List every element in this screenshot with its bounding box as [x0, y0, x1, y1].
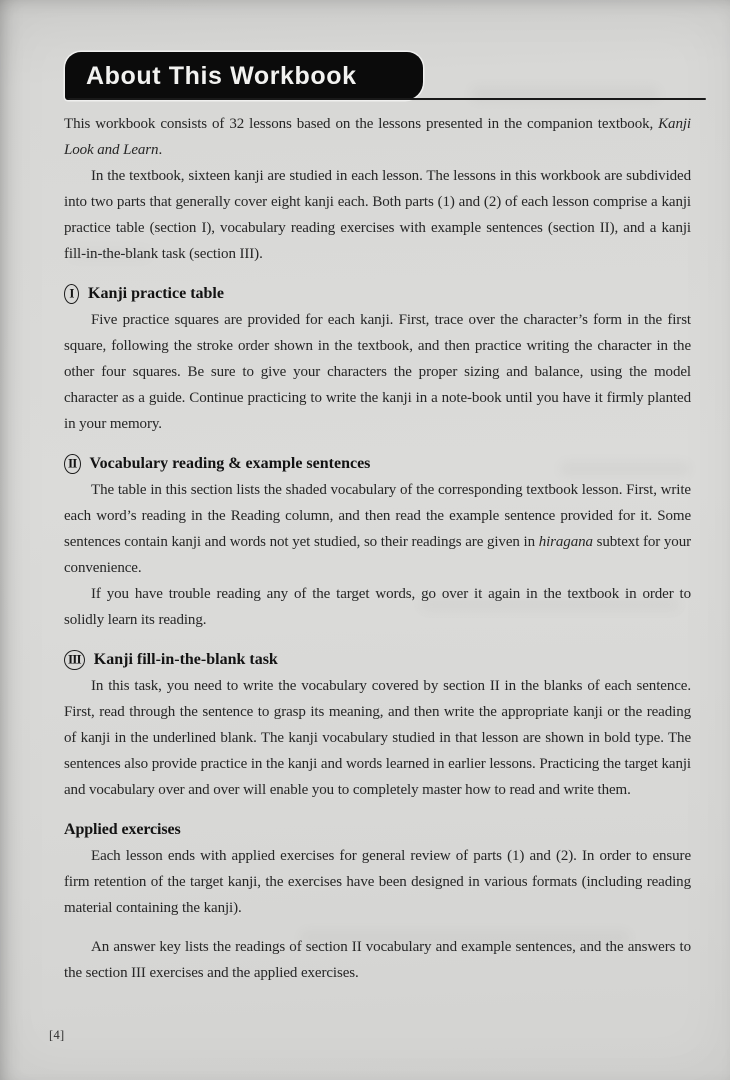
header-rule	[68, 98, 706, 100]
text-run: Each lesson ends with applied exercises for general review of parts (1) and (2). In order to ensure firm retention of the target kanji, the exercises have been designed in various formats (including reading material containing the kanji).	[64, 848, 691, 916]
page-number: [4]	[49, 1028, 65, 1042]
header-tab	[65, 52, 423, 100]
circled-numeral-1-icon	[64, 284, 79, 304]
section-1-heading	[64, 280, 691, 307]
section-1-title: Kanji practice table	[88, 284, 224, 302]
applied-exercises-heading: Applied exercises	[64, 821, 181, 838]
text-run: Five practice squares are provided for each kanji. First, trace over the character’s form in the first square, following the stroke order shown in the textbook, and then practice writing the character in the other four squares. Be sure to give your characters the proper sizing and balance, using the model character as a guide. Continue practicing to write the kanji in a note-book until you have it firmly planted in your memory.	[64, 312, 691, 432]
section-kanji-practice-table	[64, 280, 691, 437]
section-kanji-fill-in-the-blank	[64, 646, 691, 803]
circled-numeral-2-icon	[64, 454, 81, 474]
section-2-paragraph-1	[64, 477, 691, 581]
page-body	[64, 111, 691, 986]
text-run: hiragana	[538, 534, 593, 550]
text-run: An answer key lists the readings of section II vocabulary and example sentences, and the answers to the section III exercises and the applied exercises.	[64, 939, 691, 981]
text-run: This workbook consists of 32 lessons based on the lessons presented in the companion textbook,	[64, 116, 659, 132]
section-1-paragraph-1	[64, 307, 691, 437]
text-run: In this task, you need to write the vocabulary covered by section II in the blanks of each sentence. First, read through the sentence to grasp its meaning, and then write the appropriate kanji or the reading of kanji in the underlined blank. The kanji vocabulary studied in that lesson are shown in bold type. The sentences also provide practice in the kanji and words learned in earlier lessons. Practicing the target kanji and vocabulary over and over will enable you to completely master how to read and write them.	[64, 678, 691, 798]
section-vocabulary-reading	[64, 450, 691, 633]
section-3-title: Kanji fill-in-the-blank task	[93, 650, 278, 668]
applied-exercises-paragraph	[64, 843, 691, 921]
text-run: .	[158, 142, 163, 158]
section-3-heading	[64, 646, 691, 673]
text-run: subtext for your convenience.	[64, 534, 691, 576]
answer-key-paragraph	[64, 934, 691, 986]
text-run: The table in this section lists the shaded vocabulary of the corresponding textbook lesson. First, write each word’s reading in the Reading column, and then read the example sentence provided for it. Some sentences contain kanji and words not yet studied, so their readings are given in	[64, 482, 691, 550]
intro-paragraph-1	[64, 111, 691, 163]
roman-numeral-2: II	[68, 455, 77, 471]
section-applied-exercises	[64, 816, 691, 921]
page-title: About This Workbook	[86, 61, 357, 90]
roman-numeral-1: I	[69, 285, 74, 301]
circled-numeral-3-icon	[64, 650, 85, 670]
section-2-paragraph-2	[64, 581, 691, 633]
text-run: In the textbook, sixteen kanji are studied in each lesson. The lessons in this workbook are subdivided into two parts that generally cover eight kanji each. Both parts (1) and (2) of each lesson comprise a kanji practice table (section I), vocabulary reading exercises with example sentences (section II), and a kanji fill-in-the-blank task (section III).	[64, 168, 691, 262]
text-run: If you have trouble reading any of the target words, go over it again in the textbook in order to solidly learn its reading.	[64, 586, 691, 628]
roman-numeral-3: III	[68, 651, 81, 667]
text-run: Kanji Look and Learn	[64, 116, 691, 158]
section-2-title: Vocabulary reading & example sentences	[89, 454, 371, 472]
section-3-paragraph-1	[64, 673, 691, 803]
section-2-heading	[64, 450, 691, 477]
intro-paragraph-2	[64, 163, 691, 267]
